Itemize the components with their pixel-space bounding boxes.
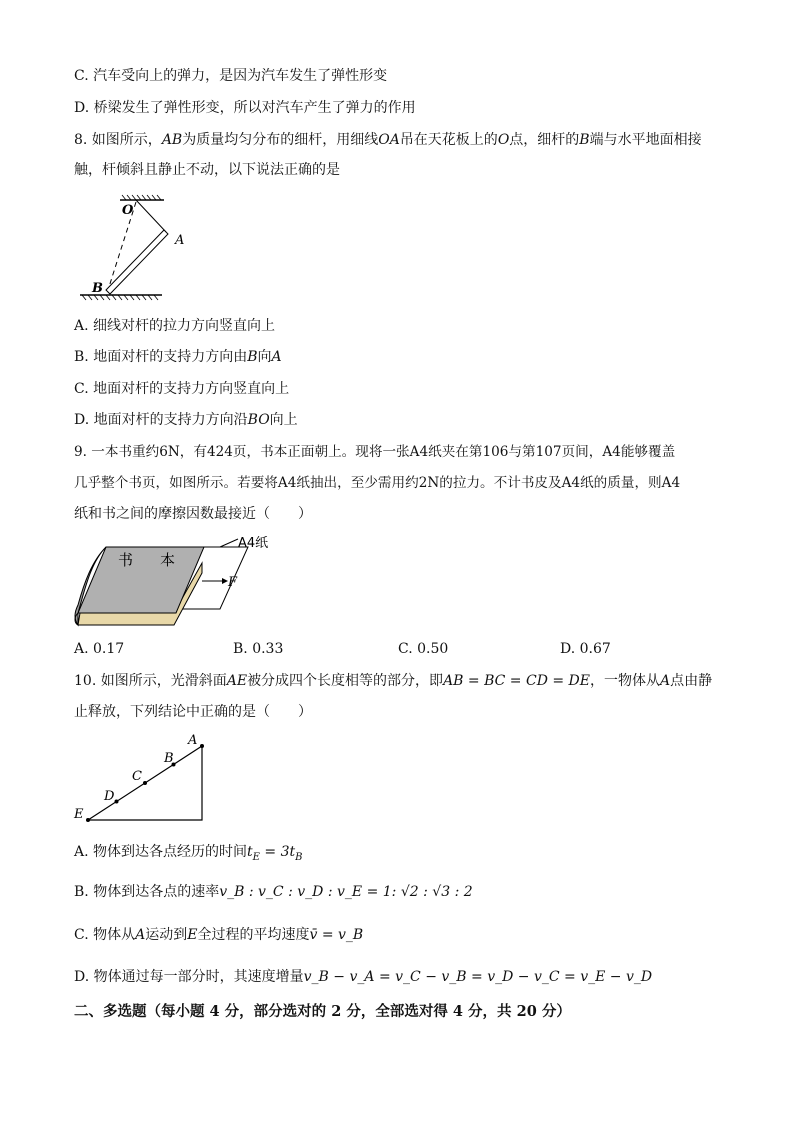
- a4-pointer-line: [220, 539, 238, 547]
- point-a: [200, 744, 204, 748]
- q9-option-d: D. 0.67: [560, 641, 611, 657]
- point-c: [143, 781, 147, 785]
- q9-stem-line3: 纸和书之间的摩擦因数最接近（ ）: [74, 506, 312, 522]
- q7-option-c: C. 汽车受向上的弹力，是因为汽车发生了弹性形变: [74, 68, 388, 84]
- label-c: C: [132, 769, 142, 784]
- label-a: A: [188, 733, 198, 748]
- book-title-char1: 书: [118, 551, 134, 569]
- q9-stem-line2: 几乎整个书页，如图所示。若要将A4纸抽出，至少需用约2N的拉力。不计书皮及A4纸的质量，则A4: [74, 475, 681, 491]
- q7-option-d: D. 桥梁发生了弹性形变，所以对汽车产生了弹力的作用: [74, 100, 416, 116]
- section2-heading: 二、多选题（每小题 4 分，部分选对的 2 分，全部选对得 4 分，共 20 分）: [74, 1003, 571, 1020]
- force-label: F: [228, 575, 238, 590]
- q9-option-b: B. 0.33: [233, 641, 284, 657]
- q10-option-b: B. 物体到达各点的速率v_B : v_C : v_D : v_E = 1: √2 : √3 : 2: [74, 884, 473, 900]
- label-o: O: [122, 203, 134, 218]
- q8-rod-figure: [76, 192, 196, 302]
- point-d: [115, 800, 119, 804]
- label-b: B: [92, 281, 103, 296]
- q10-incline-figure: [72, 730, 212, 830]
- book-title-char2: 本: [160, 551, 176, 569]
- q8-option-d: D. 地面对杆的支持力方向沿BO向上: [74, 412, 298, 428]
- label-e: E: [74, 807, 84, 822]
- label-b: B: [164, 751, 174, 766]
- rod-ab: [106, 230, 168, 294]
- q9-book-figure: [70, 533, 290, 633]
- q10-option-d: D. 物体通过每一部分时，其速度增量v_B − v_A = v_C − v_B = v_D − v_C = v_E − v_D: [74, 969, 653, 985]
- q8-stem-line2: 触，杆倾斜且静止不动，以下说法正确的是: [74, 162, 340, 178]
- q8-option-b: B. 地面对杆的支持力方向由B向A: [74, 349, 282, 365]
- q9-option-a: A. 0.17: [74, 641, 125, 657]
- q10-stem-line2: 止释放，下列结论中正确的是（ ）: [74, 704, 312, 720]
- q8-option-c: C. 地面对杆的支持力方向竖直向上: [74, 381, 290, 397]
- q10-stem-line1: 10. 如图所示，光滑斜面AE被分成四个长度相等的部分，即AB = BC = CD = DE，一物体从A点由静: [74, 673, 713, 689]
- string-oa: [136, 200, 166, 232]
- q10-option-c: C. 物体从A运动到E全过程的平均速度v̄ = v_B: [74, 927, 364, 943]
- label-a: A: [175, 233, 185, 248]
- q9-stem-line1: 9. 一本书重约6N，有424页，书本正面朝上。现将一张A4纸夹在第106与第107页间，A4能够覆盖: [74, 444, 676, 460]
- point-e: [86, 818, 90, 822]
- q8-stem-line1: 8. 如图所示，AB为质量均匀分布的细杆，用细线OA吊在天花板上的O点，细杆的B端与水平地面相接: [74, 132, 702, 148]
- q10-option-a: A. 物体到达各点经历的时间$t_E = 3t_B$: [74, 844, 303, 863]
- q8-option-a: A. 细线对杆的拉力方向竖直向上: [74, 318, 276, 334]
- label-d: D: [104, 789, 115, 804]
- q9-option-c: C. 0.50: [398, 641, 449, 657]
- a4-label: A4纸: [238, 536, 269, 551]
